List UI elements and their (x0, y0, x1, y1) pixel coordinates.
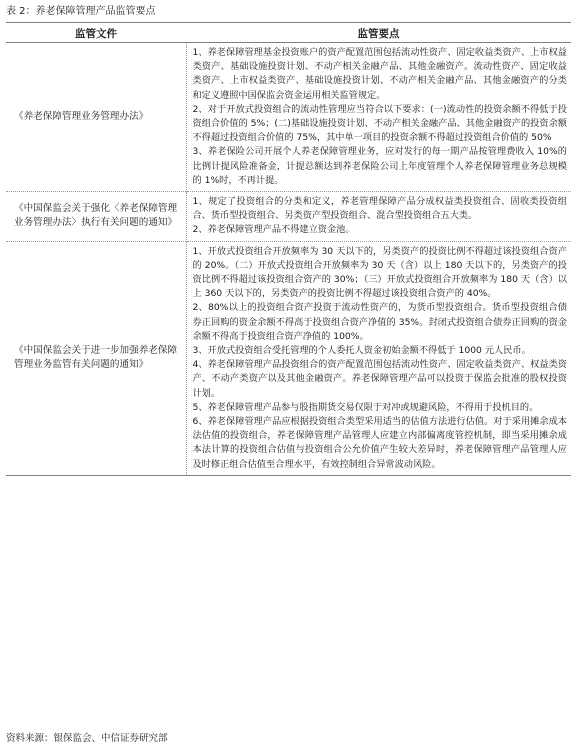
table-caption: 表 2：养老保障管理产品监管要点 (6, 6, 156, 17)
point-item: 3、开放式投资组合受托管理的个人委托人资金初始金额不得低于 1000 元人民币。 (192, 345, 531, 357)
table-row (6, 43, 571, 192)
point-item: 5、养老保障管理产品参与股指期货交易仅限于对冲或规避风险，不得用于投机目的。 (192, 401, 539, 413)
point-item: 3、养老保险公司开展个人养老保障管理业务，应对发行的每一期产品按管理费收入 10%的比例计提风险准备金，计提总额达到养老保险公司上年度管理个人养老保障管理业务总规模的 1%时，不再计提。 (192, 146, 567, 186)
point-item: 2、养老保障管理产品不得建立资金池。 (192, 224, 355, 236)
table-header-row (6, 24, 571, 43)
point-item: 2、80%以上的投资组合资产投资于流动性资产的，为货币型投资组合。货币型投资组合债券正回购的资金余额不得高于投资组合资产净值的 35%。封闭式投资组合债券正回购的资金余额不得高于投资组合资产净值的 100%。 (192, 302, 567, 342)
document-cell: 《养老保障管理业务管理办法》 (6, 43, 186, 192)
point-item: 4、养老保障管理产品投资组合的资产配置范围包括流动性资产、固定收益类资产、权益类资产、不动产类资产以及其他金融资产。养老保障管理产品可以投资于保监会批准的股权投资计划。 (192, 359, 567, 399)
point-item: 1、开放式投资组合开放频率为 30 天以下的，另类资产的投资比例不得超过该投资组合资产的 20%。（二）开放式投资组合开放频率为 30 天（含）以上 180 天以下的，另类资产的投资比例不得超过该投资组合资产的 30%；（三）开放式投资组合开放频率为 180 天（含）以上 360 天以下的，另类资产的投资比例不得超过该投资组合资产的 40%。 (192, 245, 567, 300)
table-row (6, 192, 571, 242)
point-item: 6、养老保障管理产品应根据投资组合类型采用适当的估值方法进行估值。对于采用摊余成本法估值的投资组合，养老保障管理产品管理人应建立内部偏离度管控机制，即当采用摊余成本法计算的投资组合估值与投资组合公允价值产生较大差异时，养老保障管理产品管理人应及时修正组合估值至合理水平，有效控制组合异常波动风险。 (192, 416, 567, 470)
table-row (6, 241, 571, 475)
regulation-table (6, 24, 571, 476)
point-item: 1、养老保障管理基金投资账户的资产配置范围包括流动性资产、固定收益类资产、上市权益类资产、基础设施投资计划、不动产相关金融产品、其他金融资产。流动性资产、固定收益类资产、上市权益类资产、基础设施投资计划、不动产相关金融产品、其他金融资产的分类和定义遵照中国保监会资金运用相关监管规定。 (192, 47, 567, 101)
document-cell: 《中国保监会关于强化〈养老保障管理业务管理办法〉执行有关问题的通知》 (6, 192, 186, 242)
points-cell (186, 43, 571, 192)
document-cell: 《中国保监会关于进一步加强养老保障管理业务监管有关问题的通知》 (6, 241, 186, 475)
header-document: 监管文件 (6, 24, 186, 43)
point-item: 1、规定了投资组合的分类和定义，养老管理保障产品分成权益类投资组合、固收类投资组合、货币型投资组合、另类资产型投资组合、混合型投资组合五大类。 (192, 196, 567, 222)
source-note: 资料来源：银保监会、中信证券研究部 (6, 733, 168, 744)
table-top-rule (6, 22, 571, 23)
points-cell (186, 192, 571, 242)
points-cell (186, 241, 571, 475)
point-item: 2、对于开放式投资组合的流动性管理应当符合以下要求：(一)流动性的投资余额不得低于投资组合价值的 5%；(二)基础设施投资计划、不动产相关金融产品、其他金融资产的投资余额不得超过投资组合价值的 75%，其中单一项目的投资余额不得超过投资组合价值的 50% (192, 103, 567, 144)
header-points: 监管要点 (186, 24, 571, 43)
